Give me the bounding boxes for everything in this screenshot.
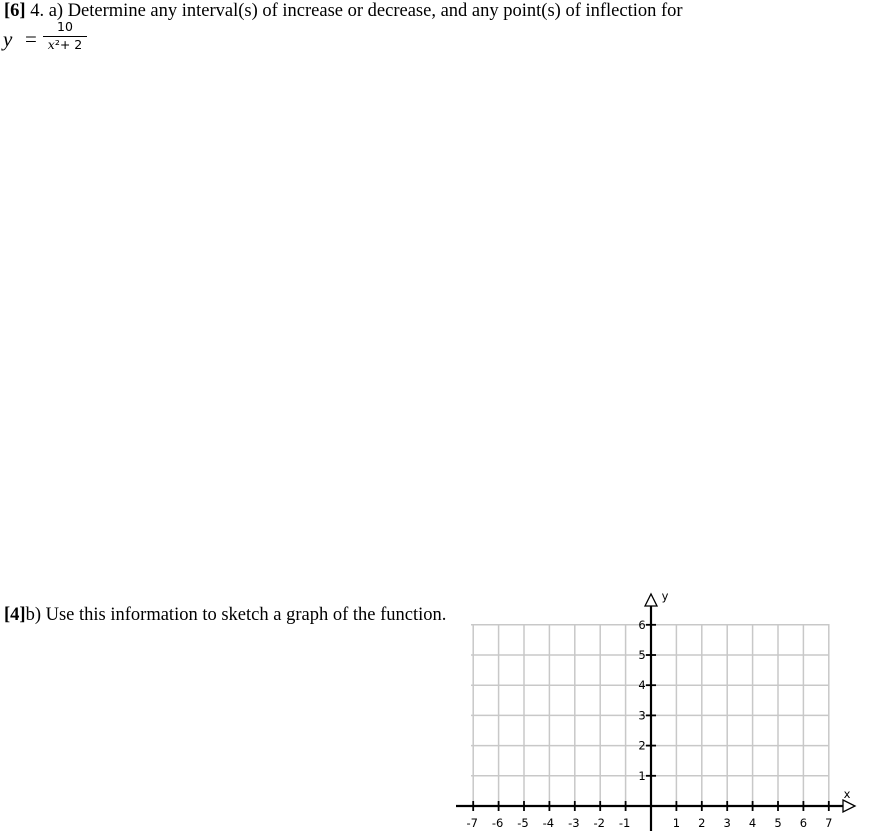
fraction-numerator: 10 bbox=[57, 19, 73, 34]
denominator-variable: x bbox=[47, 37, 55, 52]
x-tick-label: 6 bbox=[799, 816, 808, 830]
x-tick-label: -1 bbox=[618, 816, 631, 830]
question-4b-text: b) Use this information to sketch a graph of the function. bbox=[25, 605, 447, 625]
x-axis-arrow-icon bbox=[843, 800, 855, 812]
x-tick-label: -3 bbox=[568, 816, 580, 830]
y-tick-label: 2 bbox=[638, 738, 646, 753]
equation-lhs: y bbox=[3, 27, 13, 51]
x-tick-label: 4 bbox=[748, 816, 757, 830]
equation-equals: = bbox=[25, 27, 37, 51]
question-4a-text: 4. a) Determine any interval(s) of increase or decrease, and any point(s) of inflection for bbox=[25, 1, 683, 21]
y-tick-label: 3 bbox=[638, 708, 646, 723]
marks-4a: [6] bbox=[4, 1, 26, 21]
marks-4b: [4] bbox=[4, 605, 26, 625]
x-tick-label: 1 bbox=[672, 816, 681, 830]
denominator-rest: ²+ 2 bbox=[54, 37, 83, 52]
x-tick-label: 7 bbox=[825, 816, 833, 830]
y-tick-label: 6 bbox=[638, 617, 646, 632]
y-tick-label: 1 bbox=[638, 768, 646, 783]
y-axis-label: y bbox=[661, 589, 669, 603]
x-tick-label: -2 bbox=[593, 816, 605, 830]
x-tick-label: -7 bbox=[466, 816, 478, 830]
x-tick-label: 3 bbox=[723, 816, 731, 830]
x-axis-label: x bbox=[843, 787, 851, 801]
x-tick-label: -6 bbox=[491, 816, 504, 830]
x-tick-label: -5 bbox=[517, 816, 529, 830]
y-tick-label: 4 bbox=[638, 678, 646, 693]
x-tick-label: 5 bbox=[774, 816, 782, 830]
y-tick-label: 5 bbox=[638, 648, 646, 662]
x-tick-label: -4 bbox=[542, 816, 555, 830]
x-tick-label: 2 bbox=[698, 816, 706, 830]
y-axis-arrow-icon bbox=[645, 594, 657, 606]
